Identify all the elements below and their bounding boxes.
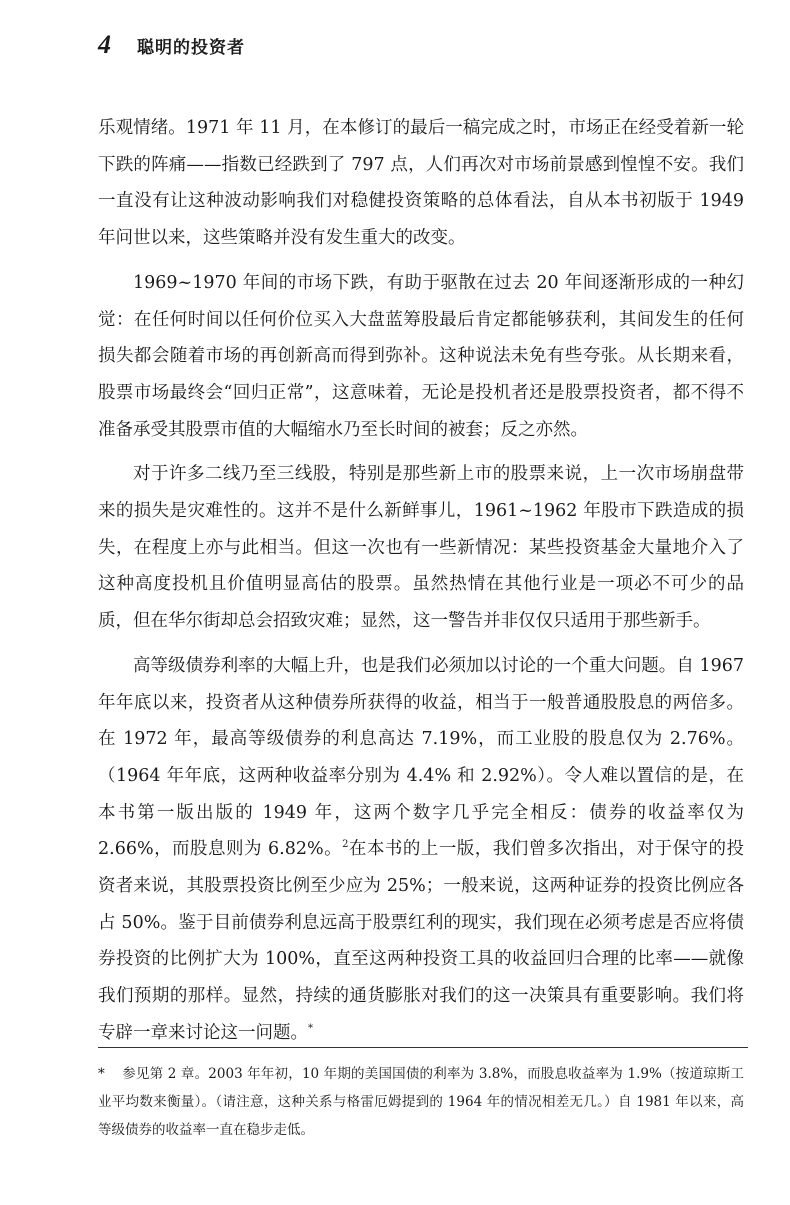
paragraph-1: 乐观情绪。1971 年 11 月，在本修订的最后一稿完成之时，市场正在经受着新一轮下跌的阵痛——指数已经跌到了 797 点，人们再次对市场前景感到惶惶不安。我们一直没有让这种波动影响我们对稳健投资策略的总体看法，自从本书初版于 1949 年问世以来，这些策略并没有发生重大的改变。 (98, 118, 744, 249)
footnote-text: 参见第 2 章。2003 年年初，10 年期的美国国债的利率为 3.8%，而股息收益率为 1.9%（按道琼斯工业平均数来衡量）。（请注意，这种关系与格雷厄姆提到的 1964 年的情况相差无几。）自 1981 年以来，高等级债券的收益率一直在稳步走低。 (98, 1066, 744, 1138)
body-text (98, 110, 744, 1060)
endnote-ref-2: 2 (342, 839, 349, 851)
footnote (98, 1060, 744, 1144)
paragraph-2: 1969~1970 年间的市场下跌，有助于驱散在过去 20 年间逐渐形成的一种幻觉：在任何时间以任何价位买入大盘蓝筹股最后肯定都能够获利，其间发生的任何损失都会随着市场的再创新高而得到弥补。这种说法未免有些夸张。从长期来看，股票市场最终会“回归正常”，这意味着，无论是投机者还是股票投资者，都不得不准备承受其股票市值的大幅缩水乃至长时间的被套；反之亦然。 (98, 272, 744, 440)
footnote-divider (98, 1047, 748, 1048)
paragraph-4-part-1: 高等级债券利率的大幅上升，也是我们必须加以讨论的一个重大问题。自 1967 年年底以来，投资者从这种债券所获得的收益，相当于一般普通股股息的两倍多。在 1972 年，最高等级债券的利息高达 7.19%，而工业股的股息仅为 2.76%。（1964 年年底，这两种收益率分别为 4.4% 和 2.92%）。令人难以置信的是，在本书第一版出版的 1949 年，这两个数字几乎完全相反：债券的收益率仅为 2.66%，而股息则为 6.82%。 (98, 655, 744, 860)
footnote-ref-star: * (308, 1022, 313, 1034)
book-title: 聪明的投资者 (137, 38, 245, 58)
running-head (98, 30, 245, 60)
page-number: 4 (98, 30, 111, 59)
paragraph-4-part-2: 在本书的上一版，我们曾多次指出，对于保守的投资者来说，其股票投资比例至少应为 25%；一般来说，这两种证券的投资比例应各占 50%。鉴于目前债券利息远高于股票红利的现实，我们现在必须考虑是否应将债券投资的比例扩大为 100%，直至这两种投资工具的收益回归合理的比率——就像我们预期的那样。显然，持续的通货膨胀对我们的这一决策具有重要影响。我们将专辟一章来讨论这一问题。 (98, 839, 745, 1043)
paragraph-4 (98, 648, 744, 1052)
footnote-marker: * (98, 1066, 105, 1082)
paragraph-3: 对于许多二线乃至三线股，特别是那些新上市的股票来说，上一次市场崩盘带来的损失是灾难性的。这并不是什么新鲜事儿，1961~1962 年股市下跌造成的损失，在程度上亦与此相当。但这一次也有一些新情况：某些投资基金大量地介入了这种高度投机且价值明显高估的股票。虽然热情在其他行业是一项必不可少的品质，但在华尔街却总会招致灾难；显然，这一警告并非仅仅只适用于那些新手。 (98, 464, 744, 632)
